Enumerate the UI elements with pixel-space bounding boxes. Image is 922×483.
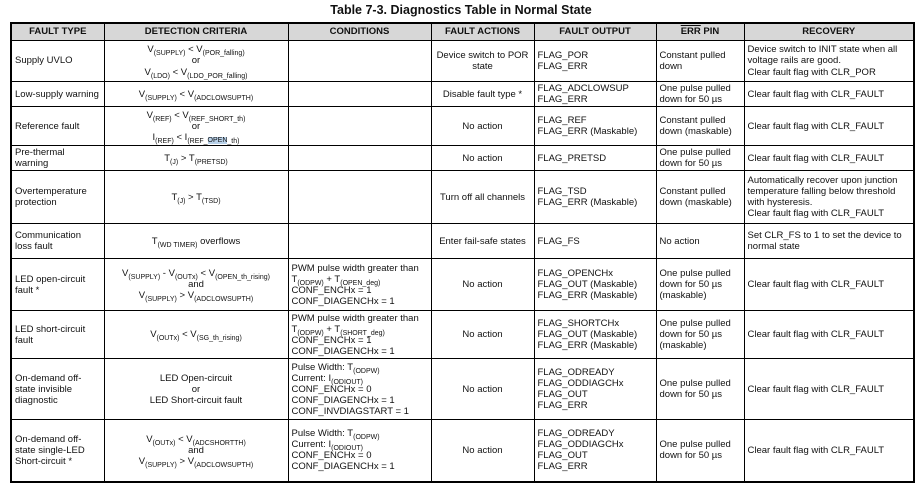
cell-err-pin: One pulse pulled down for 50 µs [656,359,744,420]
cell-fault-output: FLAG_PRETSD [534,146,656,171]
cell-fault-actions: Disable fault type * [431,82,534,107]
cell-err-pin: Constant pulled down (maskable) [656,171,744,224]
cell-recovery: Clear fault flag with CLR_FAULT [744,359,914,420]
cell-fault-actions: No action [431,311,534,359]
cell-err-pin: One pulse pulled down for 50 µs [656,82,744,107]
cell-detection: $V_{(OUTx)} < V_{(SG\_th\_rising)}$ [104,311,288,359]
cell-conditions [288,146,431,171]
cell-recovery: Automatically recover upon junction temperature falling below threshold with hysteresis. Clear fault flag with CLR_FAULT [744,171,914,224]
cell-recovery: Clear fault flag with CLR_FAULT [744,107,914,146]
cell-fault-actions: Device switch to POR state [431,41,534,82]
cell-fault-actions: Turn off all channels [431,171,534,224]
cell-err-pin: Constant pulled down [656,41,744,82]
cell-err-pin: One pulse pulled down for 50 µs (maskable) [656,259,744,311]
cell-recovery: Clear fault flag with CLR_FAULT [744,146,914,171]
col-header-detection: DETECTION CRITERIA [104,23,288,41]
cell-detection: $V_{(SUPPLY)} < V_{(ADCLOWSUPTH)}$ [104,82,288,107]
col-header-conditions: CONDITIONS [288,23,431,41]
cell-err-pin: Constant pulled down (maskable) [656,107,744,146]
cell-detection: $T_{(WD TIMER)}$ overflows [104,224,288,259]
table-row [11,107,914,146]
cell-fault-actions: Enter fail-safe states [431,224,534,259]
cell-fault-actions: No action [431,359,534,420]
cell-conditions: PWM pulse width greater than $T_{(ODPW)} + T_{(OPEN\_deg)}$ CONF_ENCHx = 1 CONF_DIAGENCHx = 1 [288,259,431,311]
cell-fault-type: On-demand off-state invisible diagnostic [11,359,104,420]
table-row [11,420,914,482]
cell-err-pin: One pulse pulled down for 50 µs (maskable) [656,311,744,359]
cell-detection: $V_{(SUPPLY)} < V_{(POR\_falling)}$ or $V_{(LDO)} < V_{(LDO\_POR\_falling)}$ [104,41,288,82]
cell-fault-actions: No action [431,420,534,482]
cell-fault-actions: No action [431,107,534,146]
cell-recovery: Clear fault flag with CLR_FAULT [744,259,914,311]
cell-detection: $V_{(SUPPLY)} - V_{(OUTx)} < V_{(OPEN\_th\_rising)}$ and $V_{(SUPPLY)} > V_{(ADCLOWSUPTH)}$ [104,259,288,311]
col-header-recovery: RECOVERY [744,23,914,41]
cell-fault-output: FLAG_ODREADY FLAG_ODDIAGCHx FLAG_OUT FLAG_ERR [534,359,656,420]
cell-fault-output: FLAG_FS [534,224,656,259]
cell-conditions [288,224,431,259]
selection-highlight: OPEN [207,137,228,145]
cell-fault-output: FLAG_ADCLOWSUP FLAG_ERR [534,82,656,107]
cell-conditions [288,171,431,224]
cell-recovery: Clear fault flag with CLR_FAULT [744,82,914,107]
cell-fault-type: LED open-circuit fault * [11,259,104,311]
cell-conditions: PWM pulse width greater than $T_{(ODPW)} + T_{(SHORT\_deg)}$ CONF_ENCHx = 1 CONF_DIAGENCHx = 1 [288,311,431,359]
table-title: Table 7-3. Diagnostics Table in Normal State [330,3,592,17]
cell-conditions [288,82,431,107]
cell-err-pin: One pulse pulled down for 50 µs [656,420,744,482]
cell-fault-output: FLAG_OPENCHx FLAG_OUT (Maskable) FLAG_ERR (Maskable) [534,259,656,311]
header-row [11,23,914,41]
col-header-fault-output: FAULT OUTPUT [534,23,656,41]
cell-detection: $V_{(REF)} < V_{(REF\_SHORT\_th)}$ or $I_{(REF)} < I_{(REF\_OPEN\_th)}$ [104,107,288,146]
cell-fault-type: LED short-circuit fault [11,311,104,359]
cell-conditions [288,107,431,146]
cell-fault-type: Pre-thermal warning [11,146,104,171]
cell-fault-type: Communication loss fault [11,224,104,259]
cell-fault-type: On-demand off-state single-LED Short-circuit * [11,420,104,482]
cell-detection: $T_{(J)} > T_{(TSD)}$ [104,171,288,224]
cell-fault-output: FLAG_REF FLAG_ERR (Maskable) [534,107,656,146]
cell-fault-output: FLAG_ODREADY FLAG_ODDIAGCHx FLAG_OUT FLAG_ERR [534,420,656,482]
cell-fault-output: FLAG_SHORTCHx FLAG_OUT (Maskable) FLAG_ERR (Maskable) [534,311,656,359]
table-row [11,82,914,107]
cell-fault-type: Reference fault [11,107,104,146]
cell-fault-output: FLAG_POR FLAG_ERR [534,41,656,82]
cell-detection: $T_{(J)} > T_{(PRETSD)}$ [104,146,288,171]
cell-recovery: Clear fault flag with CLR_FAULT [744,420,914,482]
table-row [11,359,914,420]
table-row [11,224,914,259]
col-header-fault-type: FAULT TYPE [11,23,104,41]
cell-fault-actions: No action [431,259,534,311]
cell-conditions: Pulse Width: $T_{(ODPW)}$ Current: $I_{(ODIOUT)}$ CONF_ENCHx = 0 CONF_DIAGENCHx = 1 CONF_INVDIAGSTART = 1 [288,359,431,420]
col-header-err-pin: $\overline{ERR}$ PIN [656,23,744,41]
cell-fault-type: Low-supply warning [11,82,104,107]
cell-detection: LED Open-circuit or LED Short-circuit fault [104,359,288,420]
col-header-fault-actions: FAULT ACTIONS [431,23,534,41]
cell-fault-actions: No action [431,146,534,171]
cell-fault-output: FLAG_TSD FLAG_ERR (Maskable) [534,171,656,224]
cell-err-pin: One pulse pulled down for 50 µs [656,146,744,171]
cell-recovery: Device switch to INIT state when all voltage rails are good. Clear fault flag with CLR_POR [744,41,914,82]
cell-recovery: Clear fault flag with CLR_FAULT [744,311,914,359]
table-row [11,146,914,171]
cell-err-pin: No action [656,224,744,259]
cell-fault-type: Overtemperature protection [11,171,104,224]
cell-conditions: Pulse Width: $T_{(ODPW)}$ Current: $I_{(ODIOUT)}$ CONF_ENCHx = 0 CONF_DIAGENCHx = 1 [288,420,431,482]
table-row [11,311,914,359]
cell-recovery: Set CLR_FS to 1 to set the device to normal state [744,224,914,259]
diagnostics-table [10,22,915,483]
cell-detection: $V_{(OUTx)} < V_{(ADCSHORTTH)}$ and $V_{(SUPPLY)} > V_{(ADCLOWSUPTH)}$ [104,420,288,482]
table-row [11,259,914,311]
cell-fault-type: Supply UVLO [11,41,104,82]
cell-conditions [288,41,431,82]
table-row [11,171,914,224]
table-row [11,41,914,82]
